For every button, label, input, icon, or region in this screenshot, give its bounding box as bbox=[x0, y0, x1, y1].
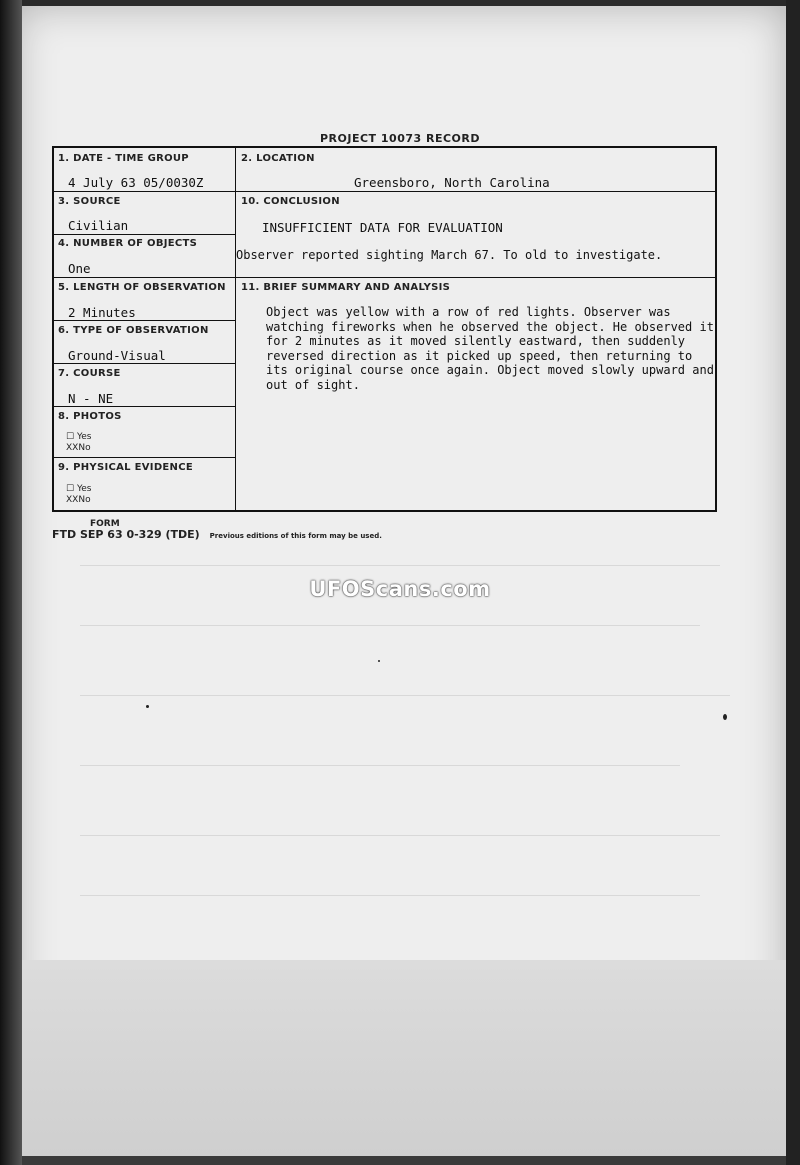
date-time-group-value: 4 July 63 05/0030Z bbox=[68, 175, 204, 190]
conclusion-value: INSUFFICIENT DATA FOR EVALUATION bbox=[262, 220, 503, 235]
watermark: UFOScans.com bbox=[309, 577, 491, 601]
physical-evidence-no-label: XXNo bbox=[66, 495, 91, 505]
row-rule bbox=[54, 363, 235, 364]
physical-evidence-label: 9. PHYSICAL EVIDENCE bbox=[58, 462, 193, 473]
dust-speck bbox=[378, 660, 380, 662]
photos-yes-label: Yes bbox=[76, 432, 92, 442]
footer-form-id bbox=[52, 528, 382, 541]
brief-summary-label: 11. BRIEF SUMMARY AND ANALYSIS bbox=[241, 282, 451, 293]
source-value: Civilian bbox=[68, 218, 129, 233]
row-rule bbox=[54, 457, 235, 458]
dust-speck bbox=[146, 705, 149, 708]
conclusion-label: 10. CONCLUSION bbox=[241, 196, 340, 207]
column-divider bbox=[235, 148, 236, 510]
form-title: PROJECT 10073 RECORD bbox=[319, 132, 480, 145]
previous-editions-note: Previous editions of this form may be used. bbox=[209, 532, 382, 540]
dust-speck bbox=[723, 714, 727, 720]
length-of-observation-label: 5. LENGTH OF OBSERVATION bbox=[58, 282, 226, 293]
row-rule bbox=[54, 320, 235, 321]
course-value: N - NE bbox=[68, 391, 114, 406]
record-form bbox=[52, 146, 717, 512]
brief-summary-text: Object was yellow with a row of red lights. Observer was watching fireworks when he observed the object. He observed it for 2 minutes as it moved silently eastward, then suddenly reversed direction as it picked up speed, then returning to its original course once again. Object moved slowly upward and out of sight. bbox=[266, 305, 714, 392]
physical-evidence-no-checkbox bbox=[66, 495, 91, 506]
physical-evidence-yes-label: Yes bbox=[76, 484, 92, 494]
photos-no-checkbox bbox=[66, 443, 91, 454]
row-rule bbox=[54, 277, 715, 278]
type-of-observation-label: 6. TYPE OF OBSERVATION bbox=[58, 325, 209, 336]
number-of-objects-label: 4. NUMBER OF OBJECTS bbox=[58, 238, 198, 249]
row-rule bbox=[54, 191, 715, 192]
course-label: 7. COURSE bbox=[58, 368, 121, 379]
photos-no-label: XXNo bbox=[66, 443, 91, 453]
source-label: 3. SOURCE bbox=[58, 196, 121, 207]
row-rule bbox=[54, 406, 235, 407]
location-value: Greensboro, North Carolina bbox=[354, 175, 550, 190]
photos-yes-checkbox: ☐ Yes bbox=[66, 432, 92, 442]
row-rule bbox=[54, 234, 235, 235]
type-of-observation-value: Ground-Visual bbox=[68, 348, 166, 363]
lower-sheet-shade bbox=[16, 960, 786, 1156]
footer-form-word: FORM bbox=[90, 519, 120, 529]
length-of-observation-value: 2 Minutes bbox=[68, 305, 136, 320]
number-of-objects-value: One bbox=[68, 261, 91, 276]
physical-evidence-yes-checkbox: ☐ Yes bbox=[66, 484, 92, 494]
date-time-group-label: 1. DATE - TIME GROUP bbox=[58, 153, 189, 164]
photos-label: 8. PHOTOS bbox=[58, 411, 122, 422]
location-label: 2. LOCATION bbox=[241, 153, 315, 164]
bleed-through-lines bbox=[70, 545, 750, 945]
conclusion-note: Observer reported sighting March 67. To old to investigate. bbox=[236, 248, 663, 262]
form-id: FTD SEP 63 0-329 (TDE) bbox=[52, 528, 200, 541]
